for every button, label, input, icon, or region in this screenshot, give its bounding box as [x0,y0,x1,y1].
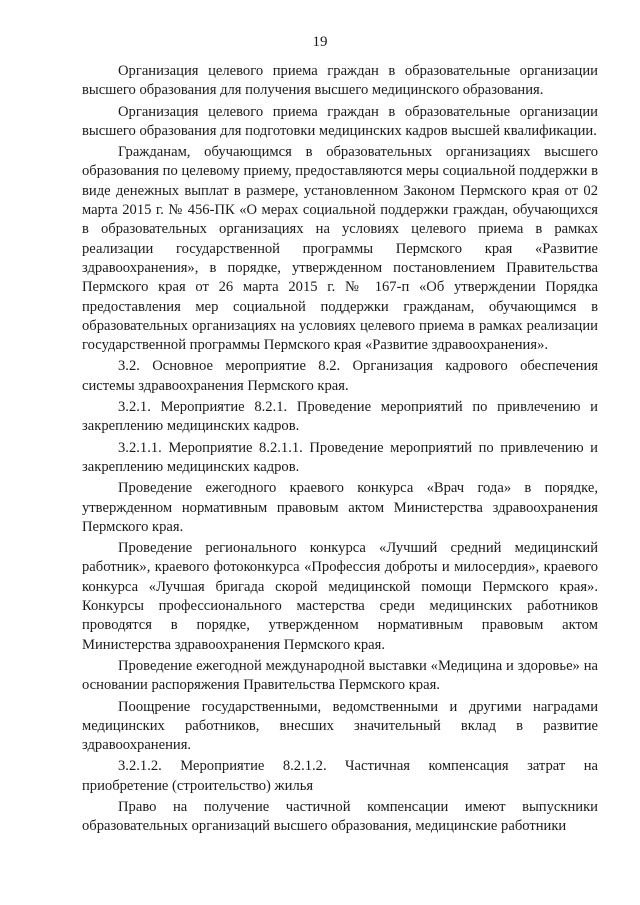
paragraph-awards: Поощрение государственными, ведомственными и другими наградами медицинских работников, внесших значительный вклад в развитие здравоохранения. [82,698,598,754]
paragraph-doctor-of-year-contest: Проведение ежегодного краевого конкурса «Врач года» в порядке, утвержденном нормативным правовым актом Министерства здравоохранения Пермского края. [82,480,598,535]
paragraph-section-3-2: 3.2. Основное мероприятие 8.2. Организация кадрового обеспечения системы здравоохранения Пермского края. [82,358,598,394]
paragraph-social-support: Гражданам, обучающимся в образовательных организациях высшего образования по целевому приему, предоставляются меры социальной поддержки в виде денежных выплат в размере, установленном Законом Пермского края от 02 марта 2015 г. № 456-ПК «О мерах социальной поддержки граждан, обучающихся в образовательных организациях на условиях целевого приема в рамках реализации государственной программы Пермского края «Развитие здравоохранения», в порядке, утвержденном постановлением Правительства Пермского края от 26 марта 2015 г. № 167-п «Об утверждении Порядка предоставления мер социальной поддержки гражданам, обучающимся в образовательных организациях на условиях целевого приема в рамках реализации государственной программы Пермского края «Развитие здравоохранения». [82,144,598,354]
paragraph-section-3-2-1: 3.2.1. Мероприятие 8.2.1. Проведение мероприятий по привлечению и закреплению медицинских кадров. [82,399,598,435]
document-body [82,62,598,837]
paragraph-section-3-2-1-2: 3.2.1.2. Мероприятие 8.2.1.2. Частичная компенсация затрат на приобретение (строительство) жилья [82,758,598,794]
paragraph-target-admission-medical-education: Организация целевого приема граждан в образовательные организации высшего образования для получения высшего медицинского образования. [82,63,598,99]
paragraph-regional-contests: Проведение регионального конкурса «Лучший средний медицинский работник», краевого фотоконкурса «Профессия доброты и милосердия», краевого конкурса «Лучшая бригада скорой медицинской помощи Пермского края». Конкурсы профессионального мастерства среди медицинских работников проводятся в порядке, утвержденном нормативным правовым актом Министерства здравоохранения Пермского края. [82,540,598,653]
paragraph-target-admission-qualification: Организация целевого приема граждан в образовательные организации высшего образования для подготовки медицинских кадров высшей квалификации. [82,103,598,139]
paragraph-medicine-exhibition: Проведение ежегодной международной выставки «Медицина и здоровье» на основании распоряжения Правительства Пермского края. [82,657,598,694]
paragraph-section-3-2-1-1: 3.2.1.1. Мероприятие 8.2.1.1. Проведение мероприятий по привлечению и закреплению медицинских кадров. [82,439,598,475]
page-number: 19 [312,34,328,50]
paragraph-compensation-eligibility: Право на получение частичной компенсации имеют выпускники образовательных организаций высшего образования, медицинские работники [82,798,598,835]
